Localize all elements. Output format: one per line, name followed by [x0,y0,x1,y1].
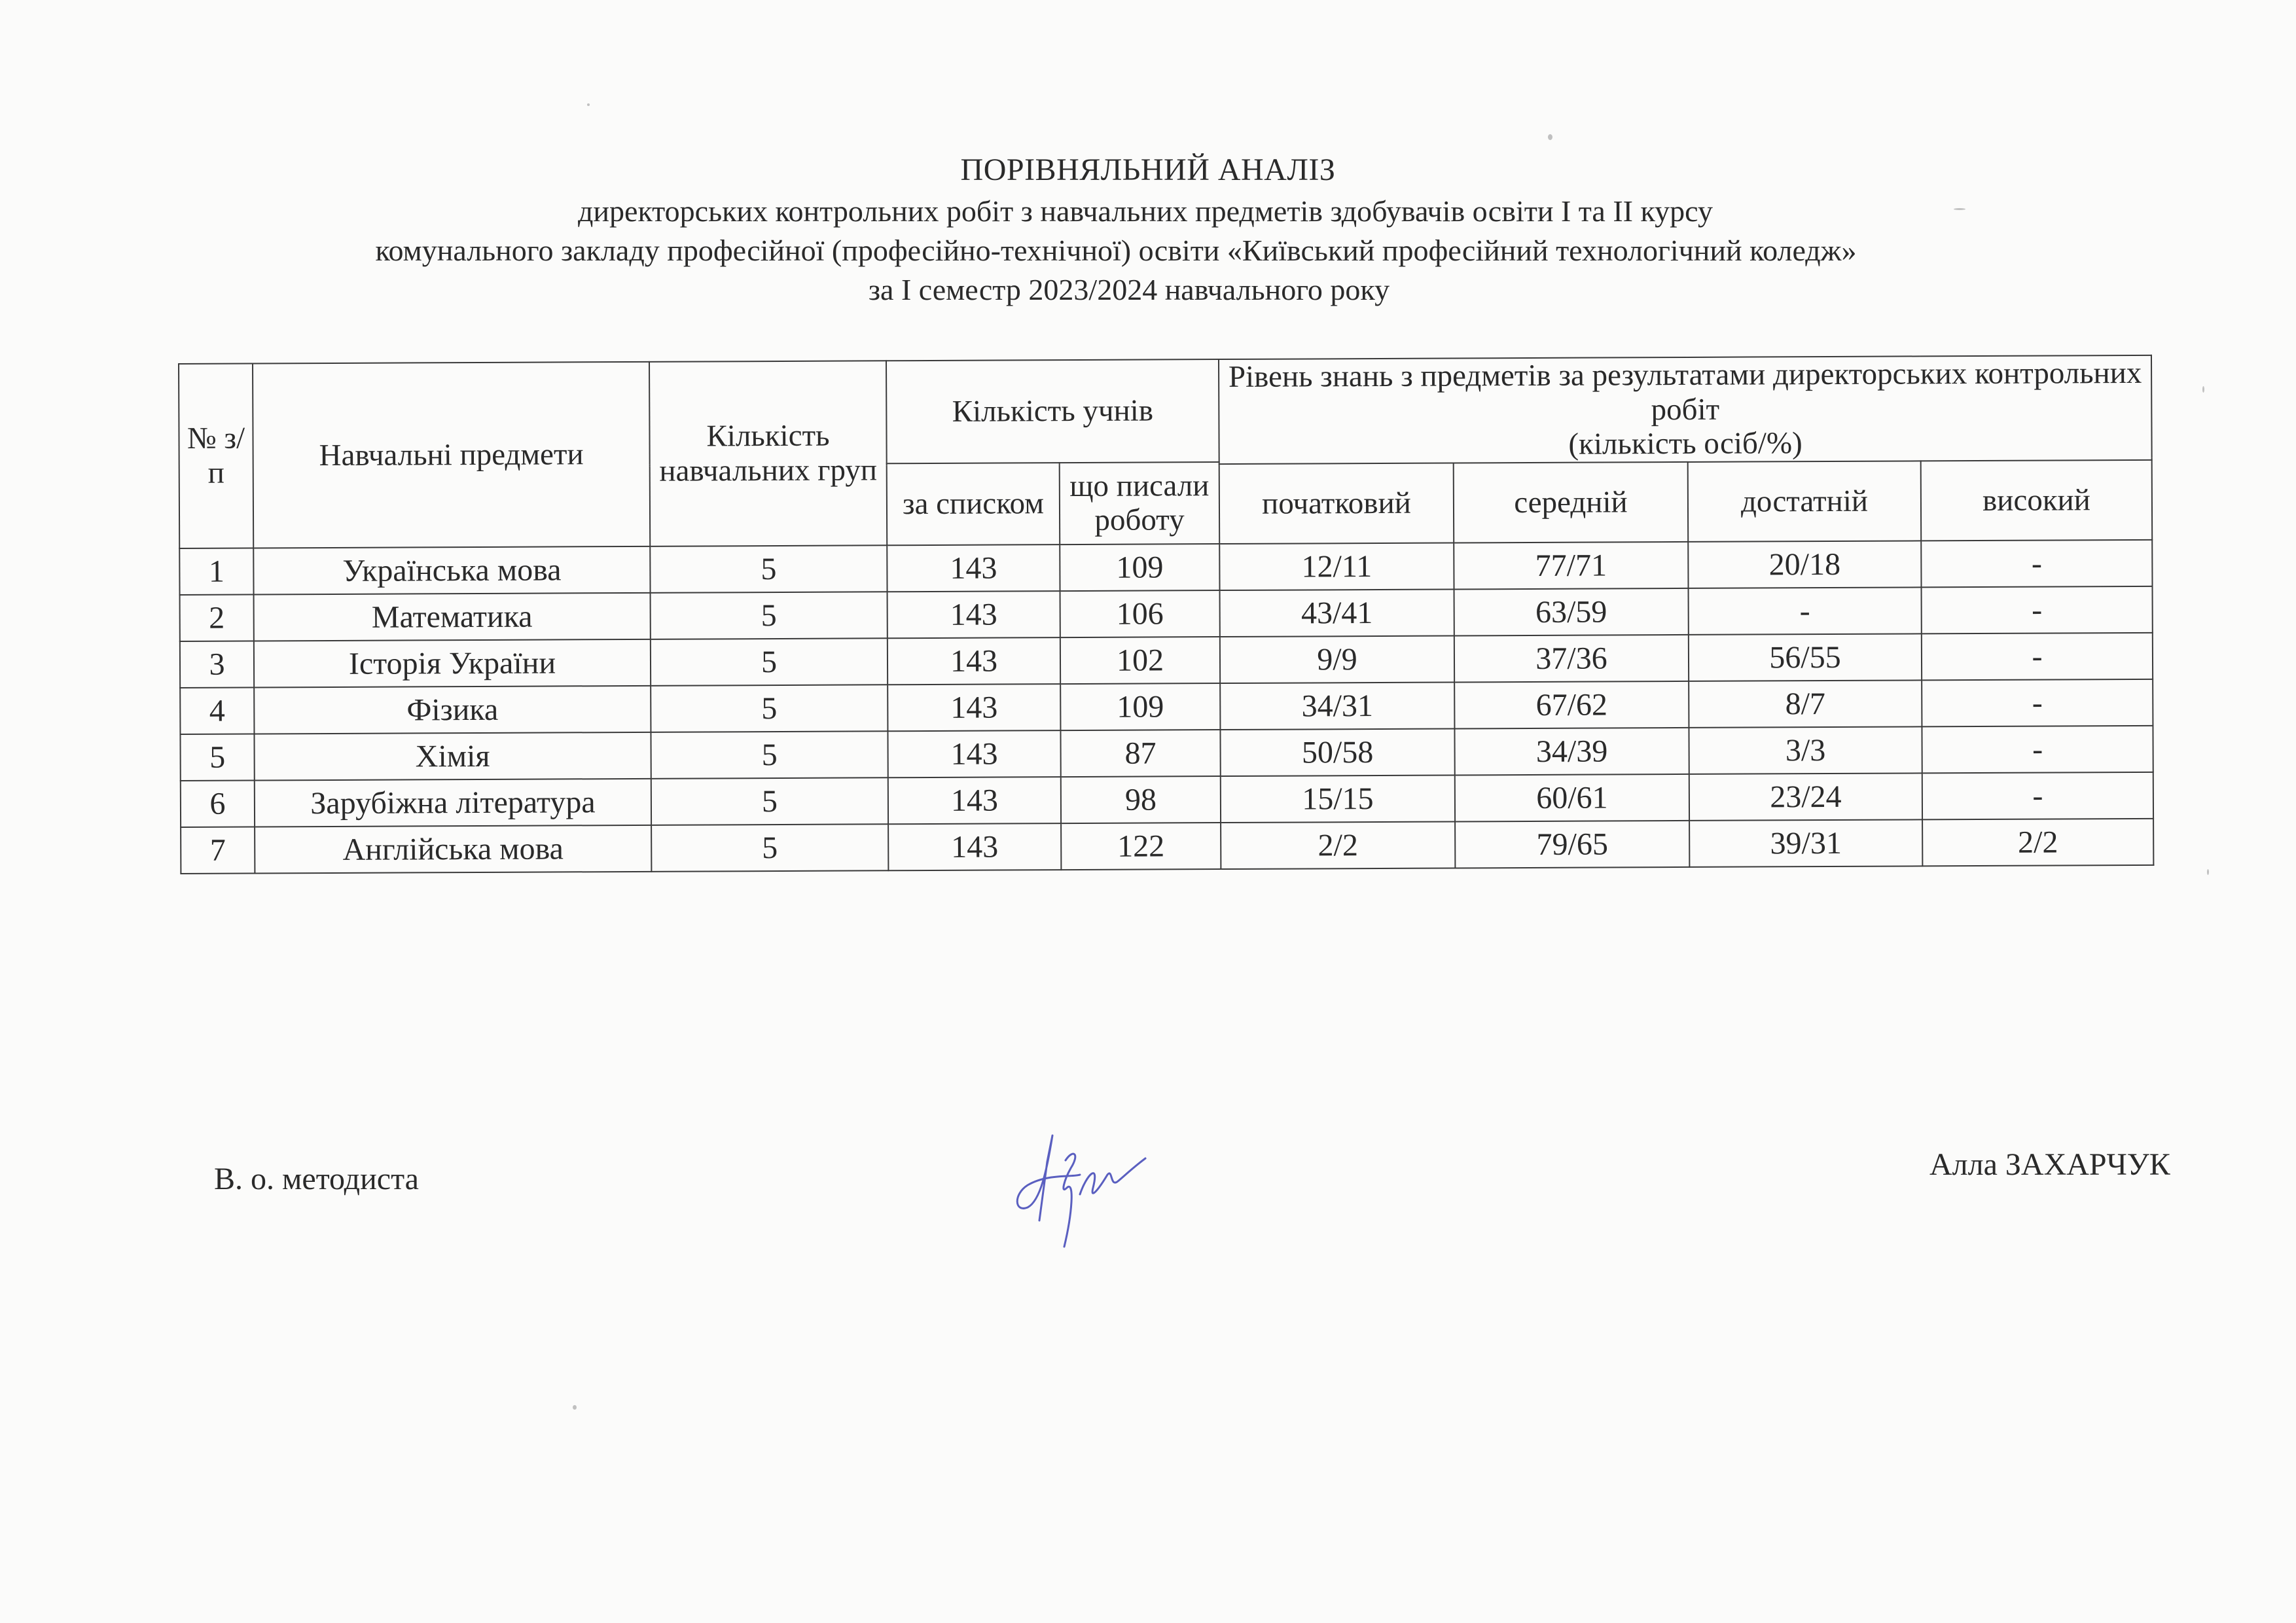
row-number: 5 [180,734,254,780]
header-level-sufficient: достатній [1688,461,1922,542]
scan-speck [2202,386,2204,393]
level-average: 63/59 [1454,588,1689,636]
header-knowledge-level-text: Рівень знань з предметів за результатами директорських контрольних робіт [1228,355,2142,427]
level-initial: 12/11 [1219,543,1454,590]
header-level-high: високий [1921,460,2153,541]
scan-speck [587,103,590,106]
signatory-role: В. о. методиста [214,1162,419,1196]
level-initial: 9/9 [1220,635,1454,683]
subject-name: Хімія [254,732,651,781]
header-knowledge-level-unit: (кількість осіб/%) [1568,426,1803,461]
students-wrote: 109 [1060,683,1220,730]
level-high: - [1922,586,2153,634]
level-average: 60/61 [1455,774,1689,822]
students-listed: 143 [888,591,1060,638]
table-row [180,633,2153,688]
groups-count: 5 [651,685,888,732]
table-row [180,586,2153,641]
handwritten-signature [1001,1122,1224,1253]
level-sufficient: - [1689,587,1922,635]
level-initial: 2/2 [1221,821,1455,869]
subject-name: Зарубіжна література [255,779,651,827]
groups-count: 5 [651,731,888,779]
header-students: Кількість учнів [886,359,1219,463]
groups-count: 5 [651,638,888,686]
level-sufficient: 56/55 [1689,633,1922,681]
level-sufficient: 39/31 [1689,819,1922,867]
row-number: 2 [180,594,254,641]
students-wrote: 102 [1060,637,1220,684]
level-high: - [1922,772,2153,820]
row-number: 3 [180,641,254,687]
analysis-table [178,355,2154,874]
header-groups: Кількість навчальних груп [649,361,887,546]
students-listed: 143 [887,544,1060,592]
subject-name: Фізика [254,686,651,734]
groups-count: 5 [651,777,888,825]
document-subtitle-line-3: за I семестр 2023/2024 навчального року [868,273,1390,306]
level-high: - [1922,679,2153,727]
header-knowledge-level [1219,355,2152,464]
subject-name: Математика [254,593,651,641]
level-average: 77/71 [1454,542,1688,590]
header-students-listed: за списком [887,463,1060,545]
table-row [181,819,2153,874]
level-initial: 50/58 [1220,728,1454,776]
level-sufficient: 20/18 [1688,541,1921,588]
students-wrote: 87 [1060,730,1220,777]
signature-block [0,1147,2296,1289]
row-number: 6 [181,780,255,827]
level-initial: 34/31 [1220,682,1454,730]
scan-speck [1548,134,1552,140]
students-listed: 143 [888,823,1061,870]
document-subtitle-line-2: комунального закладу професійної (професійно-технічної) освіти «Київський професійний технологічний коледж» [375,234,1857,267]
subject-name: Історія України [254,639,651,688]
subject-name: Українська мова [253,546,650,595]
document-title: ПОРІВНЯЛЬНИЙ АНАЛІЗ [960,152,1336,187]
level-high: - [1922,726,2153,774]
level-average: 37/36 [1454,635,1689,683]
level-initial: 15/15 [1221,775,1455,823]
students-wrote: 109 [1060,544,1219,591]
students-wrote: 98 [1061,776,1221,823]
scan-speck [573,1405,577,1410]
table-row [180,726,2153,781]
students-listed: 143 [888,637,1060,685]
row-number: 4 [180,687,254,734]
subject-name: Англійська мова [255,825,651,874]
document-subtitle-line-1: директорських контрольних робіт з навчальних предметів здобувачів освіти I та II курсу [578,194,1713,228]
table-row [181,772,2153,827]
level-high: - [1922,633,2153,681]
level-high: 2/2 [1922,819,2153,866]
header-level-initial: початковий [1219,463,1454,544]
signatory-name: Алла ЗАХАРЧУК [1929,1147,2170,1182]
level-sufficient: 23/24 [1689,773,1922,821]
header-number: № з/п [179,364,253,548]
row-number: 1 [179,548,253,594]
groups-count: 5 [650,545,887,593]
level-average: 67/62 [1454,681,1689,729]
groups-count: 5 [651,592,888,639]
table-row [180,679,2153,734]
table-row [179,540,2152,595]
row-number: 7 [181,827,255,873]
header-students-wrote: що писали роботу [1060,462,1220,544]
level-initial: 43/41 [1220,589,1454,637]
level-average: 34/39 [1454,728,1689,776]
header-level-average: середній [1454,462,1689,543]
students-wrote: 106 [1060,590,1220,637]
header-subject: Навчальні предмети [253,362,650,548]
students-wrote: 122 [1061,823,1221,870]
students-listed: 143 [888,730,1060,777]
level-sufficient: 8/7 [1689,680,1922,728]
level-average: 79/65 [1455,821,1689,868]
students-listed: 143 [888,684,1060,731]
students-listed: 143 [888,777,1061,824]
scan-speck [2207,869,2209,875]
level-high: - [1921,540,2152,588]
level-sufficient: 3/3 [1689,726,1922,774]
groups-count: 5 [651,824,888,872]
